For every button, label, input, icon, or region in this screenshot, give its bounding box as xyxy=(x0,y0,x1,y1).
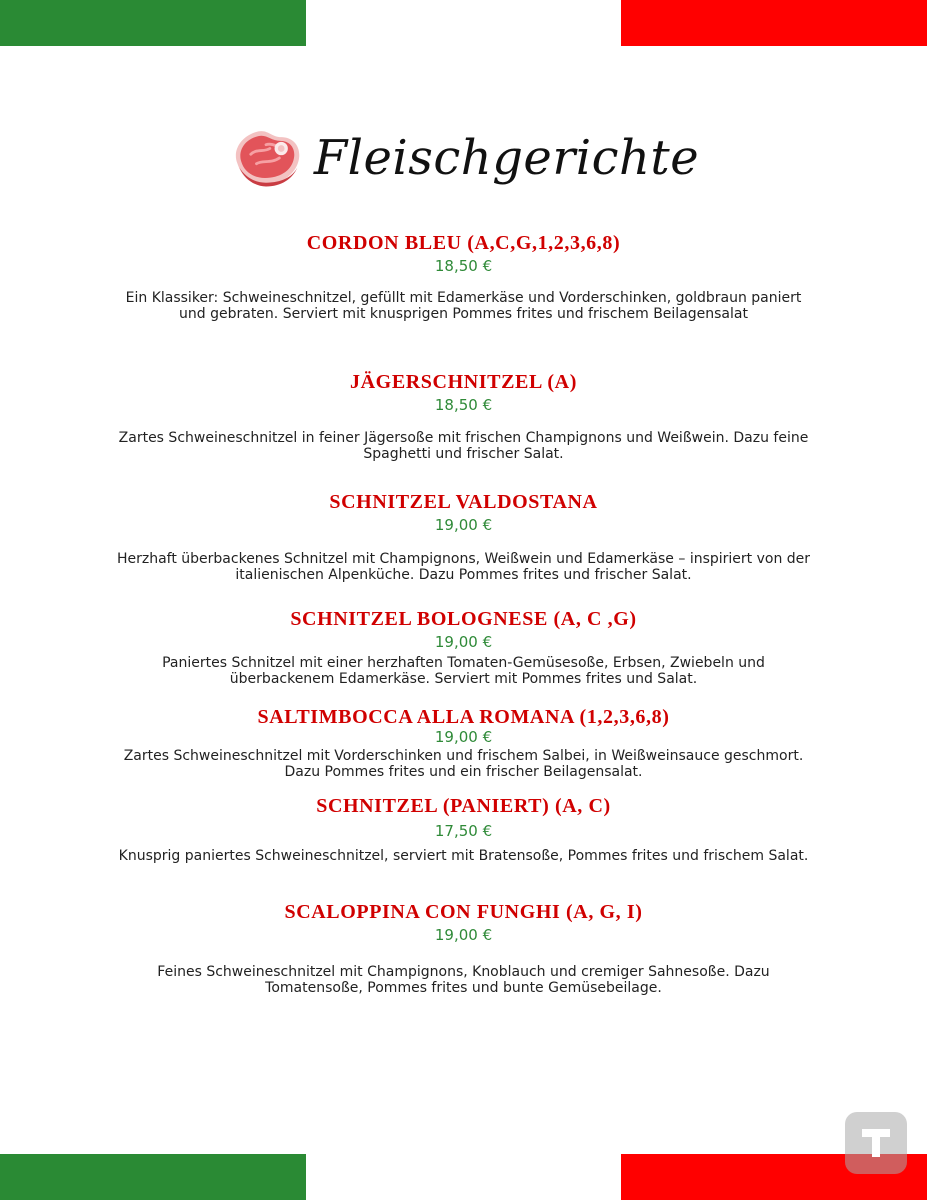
dish-name: CORDON BLEU (A,C,G,1,2,3,6,8) xyxy=(306,232,621,254)
menu-item xyxy=(0,706,927,780)
watermark-logo xyxy=(845,1112,907,1174)
dish-description: Herzhaft überbackenes Schnitzel mit Champignons, Weißwein und Edamerkäse – inspiriert von der italienischen Alpenküche. Dazu Pommes frites und frischer Salat. xyxy=(116,551,811,583)
menu-item xyxy=(0,608,927,687)
dish-price: 19,00 € xyxy=(434,728,493,746)
page-title: Fleischgerichte xyxy=(313,130,700,186)
menu-item xyxy=(0,795,927,864)
menu-item xyxy=(0,232,927,322)
menu-item xyxy=(0,901,927,996)
dish-name: SCHNITZEL (PANIERT) (A, C) xyxy=(316,795,611,817)
dish-price: 19,00 € xyxy=(434,926,493,944)
dish-price: 17,50 € xyxy=(434,822,493,840)
dish-name: JÄGERSCHNITZEL (A) xyxy=(350,371,577,393)
dish-description: Zartes Schweineschnitzel in feiner Jägersoße mit frischen Champignons und Weißwein. Dazu feine Spaghetti und frischer Salat. xyxy=(118,430,809,462)
dish-name: SALTIMBOCCA ALLA ROMANA (1,2,3,6,8) xyxy=(257,706,670,728)
dish-description: Paniertes Schnitzel mit einer herzhaften Tomaten-Gemüsesoße, Erbsen, Zwiebeln und überbackenem Edamerkäse. Serviert mit Pommes frites und Salat. xyxy=(162,655,765,687)
dish-description: Knusprig paniertes Schweineschnitzel, serviert mit Bratensoße, Pommes frites und frischem Salat. xyxy=(118,848,809,864)
dish-description: Feines Schweineschnitzel mit Champignons, Knoblauch und cremiger Sahnesoße. Dazu Tomatensoße, Pommes frites und bunte Gemüsebeilage. xyxy=(157,964,770,996)
dish-description: Ein Klassiker: Schweineschnitzel, gefüllt mit Edamerkäse und Vorderschinken, goldbraun paniert und gebraten. Serviert mit knusprigen Pommes frites und frischem Beilagensalat xyxy=(125,290,802,322)
dish-description: Zartes Schweineschnitzel mit Vorderschinken und frischem Salbei, in Weißweinsauce geschmort. Dazu Pommes frites und ein frischer Beilagensalat. xyxy=(123,748,804,780)
dish-price: 18,50 € xyxy=(434,396,493,414)
menu-item xyxy=(0,491,927,583)
dish-price: 19,00 € xyxy=(434,516,493,534)
t-letter-icon xyxy=(858,1125,894,1161)
dish-name: SCHNITZEL VALDOSTANA xyxy=(329,491,598,513)
dish-name: SCHNITZEL BOLOGNESE (A, C ,G) xyxy=(290,608,637,630)
dish-name: SCALOPPINA CON FUNGHI (A, G, I) xyxy=(284,901,643,923)
dish-price: 18,50 € xyxy=(434,257,493,275)
menu-item xyxy=(0,371,927,462)
dish-price: 19,00 € xyxy=(434,633,493,651)
